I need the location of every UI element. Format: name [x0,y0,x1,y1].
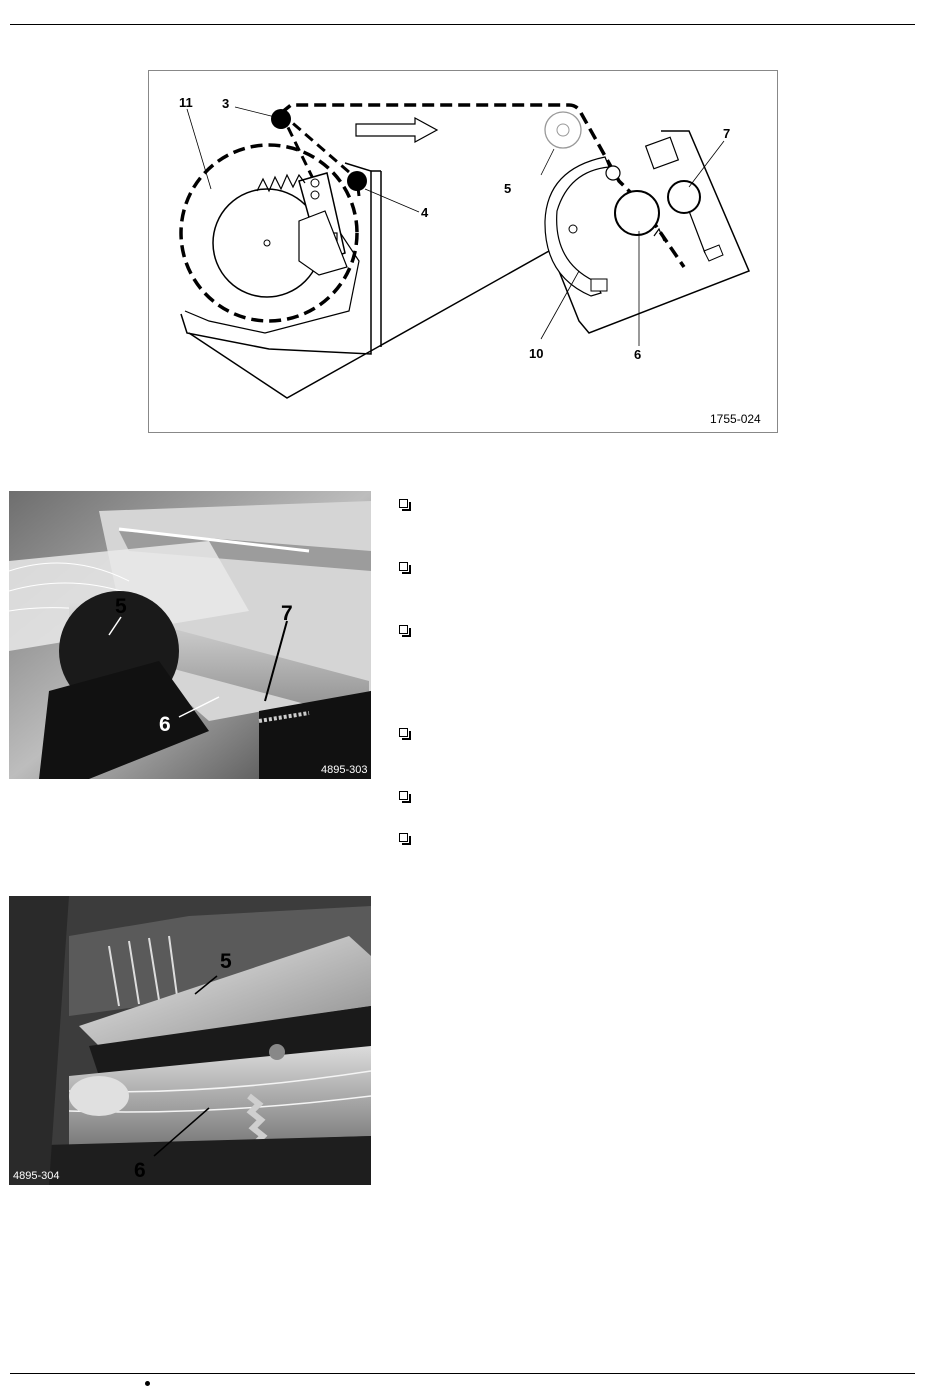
photo-2-drawing [9,896,371,1185]
callout-11: 11 [179,95,193,110]
photo1-code: 4895-303 [321,764,368,776]
roller-4 [347,171,367,191]
roller-3 [271,109,291,129]
photo2-callout-6: 6 [134,1159,146,1182]
photo1-callout-6: 6 [159,713,171,736]
callout-6: 6 [634,347,642,362]
callout-7: 7 [723,126,731,141]
figure-code: 1755-024 [710,412,761,426]
checkbox-icon [399,728,408,737]
callout-4: 4 [421,205,429,220]
roller-7 [668,181,700,213]
callout-10: 10 [529,346,544,361]
photo1-callout-7: 7 [281,602,293,625]
checkbox-icon [399,791,408,800]
threading-diagram [148,70,778,433]
header-rule [10,24,915,25]
photo-rollers-2 [9,896,371,1185]
callout-5: 5 [504,181,512,196]
photo2-callout-5: 5 [220,950,232,973]
direction-arrow [356,118,437,142]
photo2-code: 4895-304 [13,1170,60,1182]
footer-bullet [145,1381,150,1386]
checkbox-icon [399,562,408,571]
diagram-drawing [149,71,777,432]
checkbox-icon [399,625,408,634]
roller-6 [615,191,659,235]
checkbox-icon [399,833,408,842]
photo-rollers-1 [9,491,371,779]
photo1-callout-5: 5 [115,595,127,618]
checkbox-icon [399,499,408,508]
footer-rule [10,1373,915,1374]
callout-3: 3 [222,96,230,111]
photo-1-drawing [9,491,371,779]
